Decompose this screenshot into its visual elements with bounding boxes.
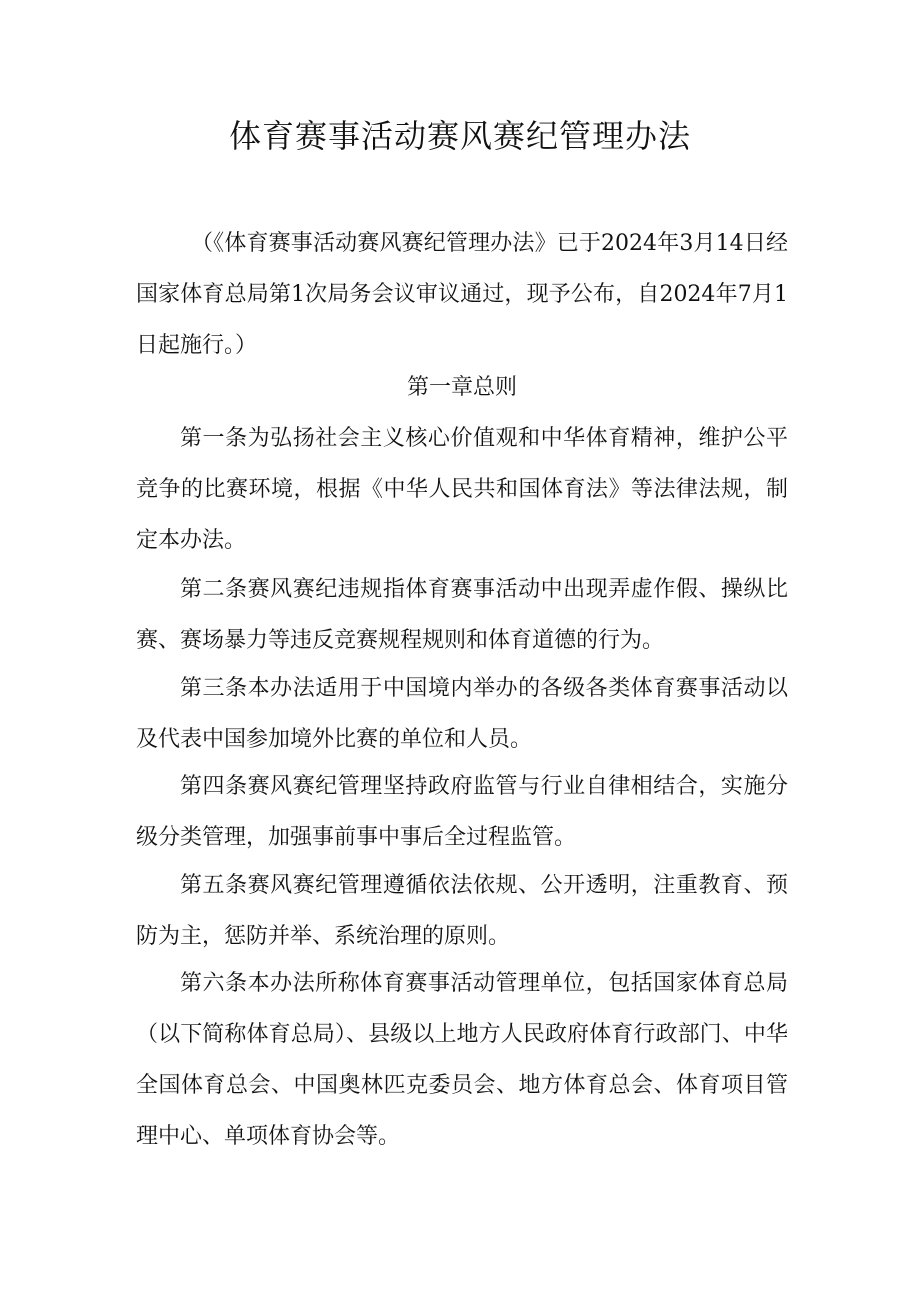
article-3: 第三条本办法适用于中国境内举办的各级各类体育赛事活动以及代表中国参加境外比赛的单位和人员。 bbox=[136, 676, 788, 752]
preface-paragraph: （《体育赛事活动赛风赛纪管理办法》已于2024年3月14日经国家体育总局第1次局务会议审议通过，现予公布，自2024年7月1日起施行。） bbox=[136, 231, 788, 358]
article-6: 第六条本办法所称体育赛事活动管理单位，包括国家体育总局（以下简称体育总局）、县级以上地方人民政府体育行政部门、中华全国体育总会、中国奥林匹克委员会、地方体育总会、体育项目管理中心、单项体育协会等。 bbox=[136, 971, 788, 1149]
chapter-heading: 第一章总则 bbox=[406, 375, 517, 400]
article-4: 第四条赛风赛纪管理坚持政府监管与行业自律相结合，实施分级分类管理，加强事前事中事后全过程监管。 bbox=[136, 774, 788, 850]
article-1: 第一条为弘扬社会主义核心价值观和中华体育精神，维护公平竞争的比赛环境，根据《中华人民共和国体育法》等法律法规，制定本办法。 bbox=[136, 426, 788, 553]
article-2: 第二条赛风赛纪违规指体育赛事活动中出现弄虚作假、操纵比赛、赛场暴力等违反竞赛规程规则和体育道德的行为。 bbox=[136, 577, 788, 653]
article-5: 第五条赛风赛纪管理遵循依法依规、公开透明，注重教育、预防为主，惩防并举、系统治理的原则。 bbox=[136, 873, 788, 949]
document-title: 体育赛事活动赛风赛纪管理办法 bbox=[228, 117, 691, 155]
